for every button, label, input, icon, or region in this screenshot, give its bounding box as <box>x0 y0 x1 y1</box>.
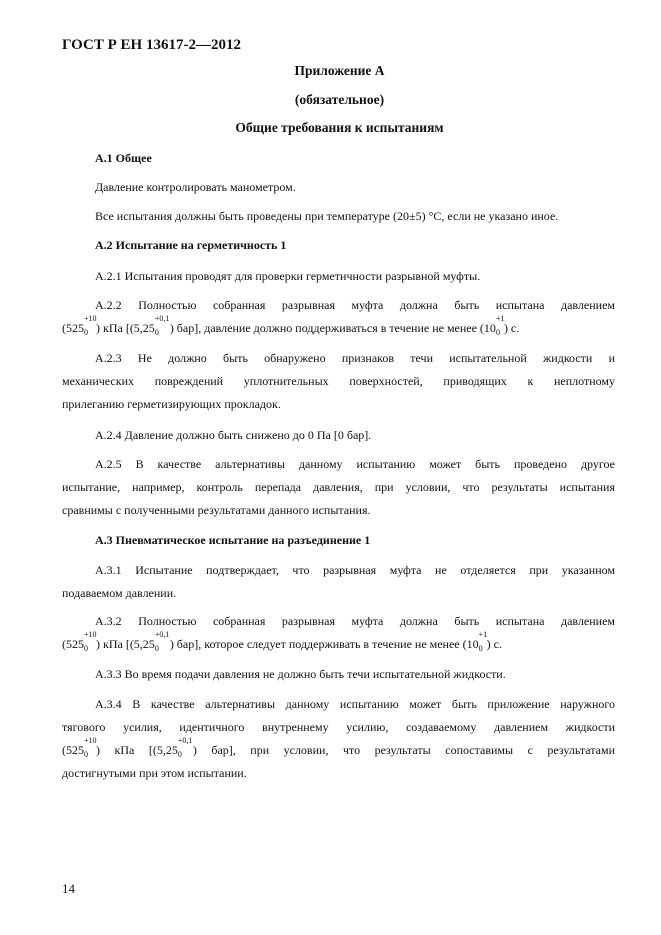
text-line <box>62 347 615 370</box>
tolerance-upper: +1 <box>495 314 505 323</box>
tolerance-lower: 0 <box>495 328 500 337</box>
tolerance-upper: +10 <box>84 630 97 639</box>
tolerance-lower: 0 <box>154 328 159 337</box>
text-segment: А.2.5 В качестве альтернативы данному испытанию может быть проведено другое <box>95 457 615 471</box>
text-segment: ) с. <box>486 637 502 651</box>
paragraph-a2-1 <box>62 265 615 288</box>
paragraph-a3-2 <box>62 610 615 656</box>
text-segment: ) с. <box>503 321 520 335</box>
annex-subtitle: Общие требования к испытаниям <box>235 120 444 135</box>
text-line: А.2.4 Давление должно быть снижено до 0 Па [0 бар]. <box>95 428 372 442</box>
text-line: Давление контролировать манометром. <box>95 180 296 194</box>
text-segment: ) кПа [(5,25 <box>96 743 178 757</box>
text-segment: ) кПа [(5,25 <box>96 321 155 335</box>
text-line: А.3.3 Во время подачи давления не должно быть течи испытательной жидкости. <box>95 667 506 681</box>
tolerance <box>154 314 170 337</box>
tolerance-lower: 0 <box>84 750 88 759</box>
paragraph-a3-4 <box>62 693 615 785</box>
paragraph-a3-1 <box>62 559 615 605</box>
text-line <box>62 314 520 337</box>
text-segment: ) бар], при условии, что результаты сопоставимы с результатами <box>192 743 615 757</box>
tolerance-lower: 0 <box>154 644 159 653</box>
text-line: Все испытания должны быть проведены при температуре (20±5) °С, если не указано иное. <box>95 209 559 223</box>
tolerance <box>154 630 170 653</box>
tolerance-lower: 0 <box>84 644 88 653</box>
tolerance-upper: +0,1 <box>177 736 193 745</box>
text-line <box>62 610 615 633</box>
text-line: сравнимы с полученными результатами данного испытания. <box>62 503 371 517</box>
text-line: подаваемом давлении. <box>62 586 177 600</box>
text-segment: ) бар], давление должно поддерживаться в течение не менее (10 <box>169 321 496 335</box>
text-segment: А.3.4 В качестве альтернативы данному испытанию может быть приложение наружного <box>95 697 615 711</box>
tolerance <box>478 630 488 653</box>
text-line <box>62 693 615 716</box>
tolerance <box>84 736 97 759</box>
text-segment: ) бар], которое следует поддерживать в течение не менее (10 <box>169 637 479 651</box>
tolerance <box>177 736 193 759</box>
text-line: А.2.1 Испытания проводят для проверки герметичности разрывной муфты. <box>95 269 481 283</box>
tolerance <box>84 630 97 653</box>
text-segment: (525 <box>62 637 84 651</box>
section-heading-a3: А.3 Пневматическое испытание на разъединение 1 <box>95 533 371 547</box>
text-segment: ) кПа [(5,25 <box>96 637 155 651</box>
tolerance-lower: 0 <box>84 328 88 337</box>
paragraph-a1-pressure <box>62 176 615 199</box>
tolerance-lower: 0 <box>177 750 182 759</box>
section-heading-a2: А.2 Испытание на герметичность 1 <box>95 238 287 252</box>
text-segment: (525 <box>62 743 84 757</box>
paragraph-a3-3 <box>62 663 615 686</box>
tolerance-upper: +0,1 <box>154 314 170 323</box>
text-line <box>62 294 615 317</box>
tolerance-upper: +0,1 <box>154 630 170 639</box>
text-segment: А.2.2 Полностью собранная разрывная муфта должна быть испытана давлением <box>95 298 615 312</box>
text-line <box>62 559 615 582</box>
text-segment: А.2.3 Не должно быть обнаружено признаков течи испытательной жидкости и <box>95 351 615 365</box>
text-line <box>62 630 502 653</box>
tolerance <box>495 314 505 337</box>
tolerance-upper: +1 <box>478 630 488 639</box>
annex-status: (обязательное) <box>294 92 385 107</box>
tolerance-upper: +10 <box>84 314 97 323</box>
paragraph-a2-2 <box>62 294 615 340</box>
tolerance <box>84 314 97 337</box>
annex-title: Приложение А <box>294 63 385 78</box>
tolerance-lower: 0 <box>478 644 483 653</box>
tolerance-upper: +10 <box>84 736 97 745</box>
paragraph-a2-4 <box>62 424 615 447</box>
document-code: ГОСТ Р ЕН 13617-2—2012 <box>62 37 241 53</box>
paragraph-a1-temperature <box>62 205 615 228</box>
text-line: достигнутыми при этом испытании. <box>62 766 247 780</box>
page-number: 14 <box>62 881 75 896</box>
section-heading-a1: А.1 Общее <box>95 151 152 165</box>
text-line: механических повреждений уплотнительных поверхностей, приводящих к неплотному <box>62 374 615 388</box>
text-segment: (525 <box>62 321 84 335</box>
paragraph-a2-3 <box>62 347 615 416</box>
text-segment: А.3.1 Испытание подтверждает, что разрывная муфта не отделяется при указанном <box>95 563 615 577</box>
text-line: тягового усилия, идентичного внутреннему усилию, создаваемому давлением жидкости <box>62 720 615 734</box>
text-line: испытание, например, контроль перепада давления, при условии, что результаты испытания <box>62 480 615 494</box>
text-line <box>62 453 615 476</box>
text-segment: А.3.2 Полностью собранная разрывная муфта должна быть испытана давлением <box>95 614 615 628</box>
text-line <box>62 736 615 762</box>
text-line: прилеганию герметизирующих прокладок. <box>62 397 281 411</box>
paragraph-a2-5 <box>62 453 615 522</box>
